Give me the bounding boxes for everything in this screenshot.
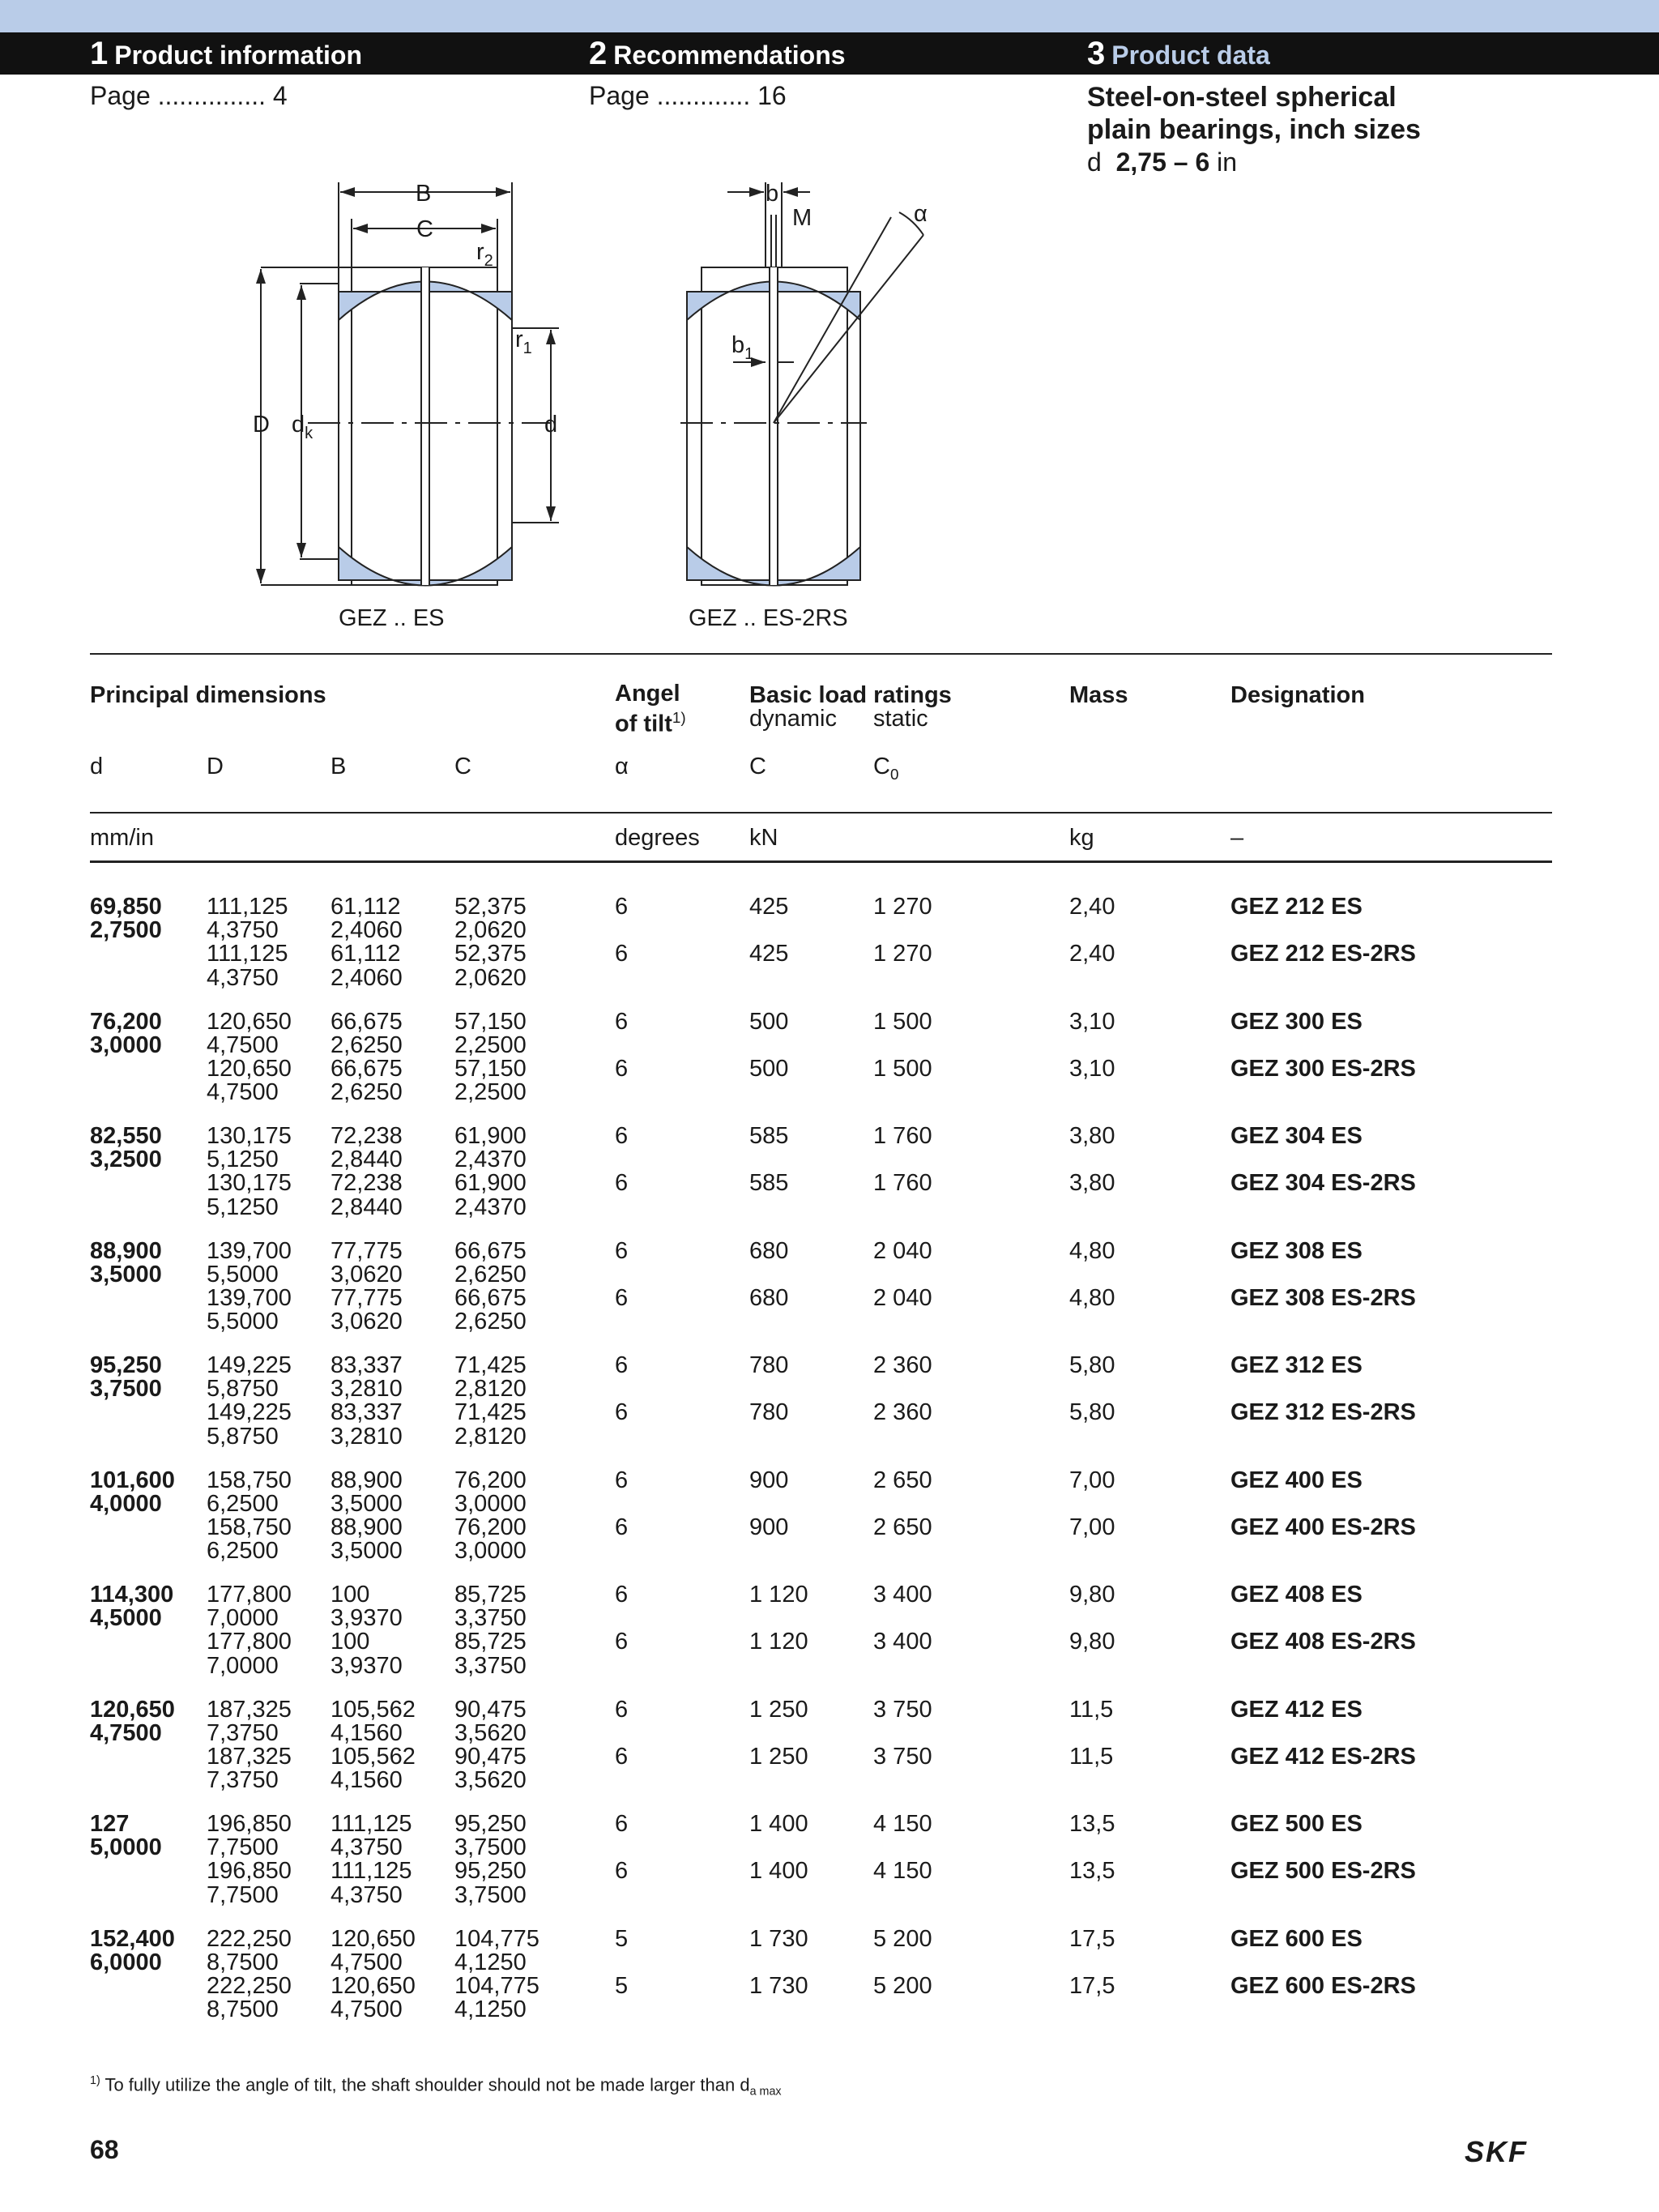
- outer-ring-width-mm: 104,775: [454, 1972, 539, 1999]
- mass: 9,80: [1069, 1582, 1115, 1608]
- dynamic-load-rating: 1 400: [749, 1811, 808, 1837]
- outside-diameter-in: 4,3750: [207, 964, 279, 991]
- bore-diameter-mm: 152,400: [90, 1925, 175, 1952]
- outside-diameter-mm: 187,325: [207, 1743, 292, 1770]
- symbol-C-dynamic: C: [749, 754, 766, 779]
- outside-diameter-in: 7,7500: [207, 1834, 279, 1861]
- outer-ring-width-mm: 66,675: [454, 1284, 527, 1311]
- static-load-rating: 1 500: [873, 1055, 932, 1082]
- bore-diameter-mm: 69,850: [90, 894, 162, 920]
- static-load-rating: 1 500: [873, 1008, 932, 1035]
- outside-diameter-mm: 196,850: [207, 1811, 292, 1837]
- angle-of-tilt: 5: [615, 1925, 629, 1952]
- inner-ring-width-in: 2,4060: [331, 964, 403, 991]
- outer-ring-width-in: 3,3750: [454, 1605, 527, 1632]
- bore-diameter-in: 6,0000: [90, 1949, 162, 1975]
- angle-of-tilt: 6: [615, 1629, 629, 1655]
- outer-ring-width-mm: 95,250: [454, 1858, 527, 1885]
- outside-diameter-mm: 196,850: [207, 1858, 292, 1885]
- label-alpha: α: [914, 201, 928, 227]
- inner-ring-width-mm: 72,238: [331, 1123, 403, 1149]
- dynamic-load-rating: 425: [749, 894, 789, 920]
- outer-ring-width-mm: 61,900: [454, 1123, 527, 1149]
- designation: GEZ 400 ES-2RS: [1230, 1514, 1416, 1540]
- inner-ring-width-in: 3,5000: [331, 1538, 403, 1565]
- mass: 5,80: [1069, 1399, 1115, 1426]
- designation: GEZ 400 ES: [1230, 1467, 1363, 1493]
- outer-ring-width-in: 2,4370: [454, 1147, 527, 1173]
- dynamic-load-rating: 1 250: [749, 1743, 808, 1770]
- product-title-line2: plain bearings, inch sizes: [1087, 114, 1421, 145]
- inner-ring-width-mm: 111,125: [331, 1858, 412, 1885]
- static-load-rating: 3 750: [873, 1743, 932, 1770]
- designation: GEZ 304 ES: [1230, 1123, 1363, 1149]
- bore-diameter-mm: 101,600: [90, 1467, 175, 1493]
- unit-angle: degrees: [615, 825, 700, 851]
- dynamic-load-rating: 1 400: [749, 1858, 808, 1885]
- outer-ring-width-mm: 52,375: [454, 941, 527, 967]
- outer-ring-width-in: 2,2500: [454, 1031, 527, 1058]
- outside-diameter-in: 5,1250: [207, 1194, 279, 1220]
- table-top-rule: [90, 653, 1552, 655]
- dynamic-load-rating: 780: [749, 1399, 789, 1426]
- mass: 3,80: [1069, 1123, 1115, 1149]
- designation: GEZ 600 ES: [1230, 1925, 1363, 1952]
- inner-ring-width-in: 2,8440: [331, 1147, 403, 1173]
- label-d: d: [544, 412, 558, 438]
- label-M: M: [792, 205, 812, 231]
- inner-ring-width-in: 4,7500: [331, 1949, 403, 1975]
- mass: 17,5: [1069, 1925, 1115, 1952]
- inner-ring-width-in: 3,0620: [331, 1261, 403, 1287]
- unit-designation: –: [1230, 825, 1244, 851]
- static-load-rating: 4 150: [873, 1858, 932, 1885]
- bore-diameter-mm: 127: [90, 1811, 130, 1837]
- inner-ring-width-mm: 72,238: [331, 1170, 403, 1197]
- outer-ring-width-mm: 71,425: [454, 1352, 527, 1378]
- outside-diameter-mm: 149,225: [207, 1399, 292, 1426]
- outer-ring-width-mm: 57,150: [454, 1008, 527, 1035]
- inner-ring-width-in: 2,6250: [331, 1031, 403, 1058]
- bore-diameter-mm: 76,200: [90, 1008, 162, 1035]
- inner-ring-width-in: 2,6250: [331, 1079, 403, 1106]
- outside-diameter-in: 6,2500: [207, 1538, 279, 1565]
- outside-diameter-mm: 111,125: [207, 894, 288, 920]
- nav-number: 3: [1087, 36, 1106, 71]
- bore-diameter-in: 3,0000: [90, 1031, 162, 1058]
- static-load-rating: 3 400: [873, 1629, 932, 1655]
- dynamic-load-rating: 585: [749, 1123, 789, 1149]
- header-angle-of-tilt: Angel of tilt$^{1)}$: [615, 681, 686, 737]
- angle-of-tilt: 6: [615, 1399, 629, 1426]
- nav-number: 1: [90, 36, 109, 71]
- outside-diameter-in: 5,8750: [207, 1423, 279, 1450]
- outside-diameter-mm: 139,700: [207, 1284, 292, 1311]
- outer-ring-width-in: 3,7500: [454, 1834, 527, 1861]
- outer-ring-width-in: 3,5620: [454, 1767, 527, 1794]
- bore-diameter-in: 3,7500: [90, 1376, 162, 1403]
- designation: GEZ 300 ES: [1230, 1008, 1363, 1035]
- mass: 13,5: [1069, 1858, 1115, 1885]
- static-load-rating: 1 760: [873, 1123, 932, 1149]
- static-load-rating: 5 200: [873, 1972, 932, 1999]
- outer-ring-width-mm: 61,900: [454, 1170, 527, 1197]
- header-designation: Designation: [1230, 682, 1365, 708]
- inner-ring-width-mm: 120,650: [331, 1972, 416, 1999]
- outside-diameter-in: 5,5000: [207, 1309, 279, 1335]
- outer-ring-width-mm: 85,725: [454, 1629, 527, 1655]
- outer-ring-width-in: 4,1250: [454, 1996, 527, 2023]
- bearing-drawings: [0, 162, 1659, 640]
- designation: GEZ 500 ES-2RS: [1230, 1858, 1416, 1885]
- dynamic-load-rating: 1 730: [749, 1925, 808, 1952]
- bore-diameter-in: 4,0000: [90, 1490, 162, 1517]
- label-B: B: [416, 181, 432, 207]
- outside-diameter-mm: 222,250: [207, 1925, 292, 1952]
- mass: 4,80: [1069, 1237, 1115, 1264]
- size-unit: in: [1217, 147, 1238, 177]
- outer-ring-width-mm: 85,725: [454, 1582, 527, 1608]
- outside-diameter-in: 8,7500: [207, 1949, 279, 1975]
- angle-of-tilt: 6: [615, 1514, 629, 1540]
- bore-diameter-in: 4,7500: [90, 1719, 162, 1746]
- static-load-rating: 2 040: [873, 1237, 932, 1264]
- header-principal-dimensions: Principal dimensions: [90, 682, 326, 708]
- mass: 2,40: [1069, 894, 1115, 920]
- size-range: 2,75 – 6: [1115, 147, 1210, 177]
- nav-number: 2: [589, 36, 608, 71]
- inner-ring-width-mm: 83,337: [331, 1399, 403, 1426]
- static-load-rating: 2 360: [873, 1352, 932, 1378]
- angle-of-tilt: 6: [615, 1123, 629, 1149]
- static-load-rating: 2 650: [873, 1514, 932, 1540]
- outside-diameter-mm: 158,750: [207, 1514, 292, 1540]
- caption-gez-es: GEZ .. ES: [339, 605, 445, 631]
- mass: 11,5: [1069, 1696, 1114, 1723]
- size-symbol: d: [1087, 147, 1102, 177]
- caption-gez-es-2rs: GEZ .. ES-2RS: [689, 605, 848, 631]
- mass: 3,10: [1069, 1008, 1115, 1035]
- mass: 9,80: [1069, 1629, 1115, 1655]
- angle-of-tilt: 6: [615, 941, 629, 967]
- outer-ring-width-mm: 90,475: [454, 1743, 527, 1770]
- unit-load: kN: [749, 825, 778, 851]
- bore-diameter-in: 4,5000: [90, 1605, 162, 1632]
- nav-label: Product information: [114, 41, 363, 70]
- inner-ring-width-mm: 100: [331, 1629, 370, 1655]
- angle-of-tilt: 6: [615, 1352, 629, 1378]
- outer-ring-width-in: 2,0620: [454, 917, 527, 944]
- outside-diameter-in: 4,3750: [207, 917, 279, 944]
- static-load-rating: 2 360: [873, 1399, 932, 1426]
- designation: GEZ 312 ES: [1230, 1352, 1363, 1378]
- dynamic-load-rating: 1 250: [749, 1696, 808, 1723]
- outer-ring-width-in: 2,6250: [454, 1261, 527, 1287]
- outside-diameter-mm: 158,750: [207, 1467, 292, 1493]
- label-b1: $b_1$: [731, 332, 754, 363]
- inner-ring-width-mm: 77,775: [331, 1284, 403, 1311]
- outer-ring-width-in: 3,5620: [454, 1719, 527, 1746]
- bore-diameter-mm: 88,900: [90, 1237, 162, 1264]
- outer-ring-width-mm: 52,375: [454, 894, 527, 920]
- symbol-C: C: [454, 754, 471, 779]
- footnote: $^{1)}$ To fully utilize the angle of tilt, the shaft shoulder should not be made larger than $d_{a max}$: [90, 2074, 782, 2099]
- inner-ring-width-in: 3,9370: [331, 1652, 403, 1679]
- dynamic-load-rating: 900: [749, 1514, 789, 1540]
- inner-ring-width-in: 4,3750: [331, 1881, 403, 1908]
- inner-ring-width-mm: 61,112: [331, 894, 401, 920]
- static-load-rating: 1 760: [873, 1170, 932, 1197]
- outside-diameter-mm: 222,250: [207, 1972, 292, 1999]
- angle-of-tilt: 6: [615, 1743, 629, 1770]
- outside-diameter-in: 5,1250: [207, 1147, 279, 1173]
- outer-ring-width-in: 2,8120: [454, 1423, 527, 1450]
- outer-ring-width-mm: 76,200: [454, 1467, 527, 1493]
- bore-diameter-in: 3,2500: [90, 1147, 162, 1173]
- angle-of-tilt: 6: [615, 894, 629, 920]
- angle-of-tilt: 6: [615, 1582, 629, 1608]
- angle-of-tilt: 6: [615, 1858, 629, 1885]
- label-C: C: [416, 216, 433, 242]
- skf-logo: SKF: [1465, 2135, 1528, 2168]
- outside-diameter-in: 7,7500: [207, 1881, 279, 1908]
- designation: GEZ 408 ES: [1230, 1582, 1363, 1608]
- inner-ring-width-in: 4,1560: [331, 1719, 403, 1746]
- page-number: 68: [90, 2135, 119, 2164]
- inner-ring-width-in: 2,4060: [331, 917, 403, 944]
- inner-ring-width-in: 3,9370: [331, 1605, 403, 1632]
- outer-ring-width-mm: 104,775: [454, 1925, 539, 1952]
- mass: 7,00: [1069, 1514, 1115, 1540]
- dynamic-load-rating: 1 120: [749, 1582, 808, 1608]
- inner-ring-width-mm: 66,675: [331, 1055, 403, 1082]
- outer-ring-width-in: 2,8120: [454, 1376, 527, 1403]
- outside-diameter-mm: 130,175: [207, 1170, 292, 1197]
- angle-of-tilt: 6: [615, 1284, 629, 1311]
- inner-ring-width-mm: 83,337: [331, 1352, 403, 1378]
- designation: GEZ 212 ES-2RS: [1230, 941, 1416, 967]
- outside-diameter-mm: 149,225: [207, 1352, 292, 1378]
- inner-ring-width-mm: 88,900: [331, 1514, 403, 1540]
- designation: GEZ 412 ES-2RS: [1230, 1743, 1416, 1770]
- nav-label: Recommendations: [613, 41, 846, 70]
- bore-diameter-mm: 82,550: [90, 1123, 162, 1149]
- outer-ring-width-in: 4,1250: [454, 1949, 527, 1975]
- page-ref-product-information[interactable]: Page ............... 4: [90, 81, 288, 110]
- outer-ring-width-in: 3,0000: [454, 1538, 527, 1565]
- inner-ring-width-in: 2,8440: [331, 1194, 403, 1220]
- dynamic-load-rating: 585: [749, 1170, 789, 1197]
- outside-diameter-in: 5,8750: [207, 1376, 279, 1403]
- angle-of-tilt: 6: [615, 1008, 629, 1035]
- mass: 4,80: [1069, 1284, 1115, 1311]
- mass: 7,00: [1069, 1467, 1115, 1493]
- drawing-gez-es-2rs: [680, 182, 923, 586]
- nav-section-product-data[interactable]: [1087, 32, 1270, 75]
- product-title-line1: Steel-on-steel spherical: [1087, 82, 1397, 113]
- outer-ring-width-in: 3,0000: [454, 1490, 527, 1517]
- inner-ring-width-mm: 66,675: [331, 1008, 403, 1035]
- outer-ring-width-in: 3,7500: [454, 1881, 527, 1908]
- bore-diameter-in: 2,7500: [90, 917, 162, 944]
- designation: GEZ 600 ES-2RS: [1230, 1972, 1416, 1999]
- designation: GEZ 308 ES-2RS: [1230, 1284, 1416, 1311]
- drawing-gez-es: [261, 182, 559, 586]
- dynamic-load-rating: 425: [749, 941, 789, 967]
- static-load-rating: 4 150: [873, 1811, 932, 1837]
- inner-ring-width-mm: 77,775: [331, 1237, 403, 1264]
- symbol-d: d: [90, 754, 104, 779]
- inner-ring-width-mm: 120,650: [331, 1925, 416, 1952]
- outside-diameter-mm: 177,800: [207, 1582, 292, 1608]
- designation: GEZ 212 ES: [1230, 894, 1363, 920]
- label-dk: $d_k$: [292, 412, 313, 442]
- page-ref-recommendations[interactable]: Page ............. 16: [589, 81, 787, 110]
- designation: GEZ 500 ES: [1230, 1811, 1363, 1837]
- dynamic-load-rating: 680: [749, 1237, 789, 1264]
- label-r1: $r_1$: [515, 327, 532, 357]
- outside-diameter-in: 5,5000: [207, 1261, 279, 1287]
- outside-diameter-in: 4,7500: [207, 1031, 279, 1058]
- mass: 2,40: [1069, 941, 1115, 967]
- outside-diameter-in: 6,2500: [207, 1490, 279, 1517]
- nav-section-product-information[interactable]: [90, 32, 362, 75]
- inner-ring-width-in: 3,0620: [331, 1309, 403, 1335]
- inner-ring-width-mm: 111,125: [331, 1811, 412, 1837]
- dynamic-load-rating: 1 120: [749, 1629, 808, 1655]
- static-load-rating: 2 040: [873, 1284, 932, 1311]
- outside-diameter-in: 7,3750: [207, 1767, 279, 1794]
- dynamic-load-rating: 780: [749, 1352, 789, 1378]
- outer-ring-width-mm: 90,475: [454, 1696, 527, 1723]
- angle-of-tilt: 6: [615, 1055, 629, 1082]
- outside-diameter-mm: 111,125: [207, 941, 288, 967]
- outside-diameter-mm: 139,700: [207, 1237, 292, 1264]
- inner-ring-width-in: 4,3750: [331, 1834, 403, 1861]
- inner-ring-width-mm: 61,112: [331, 941, 401, 967]
- outer-ring-width-mm: 71,425: [454, 1399, 527, 1426]
- inner-ring-width-mm: 105,562: [331, 1696, 416, 1723]
- inner-ring-width-mm: 88,900: [331, 1467, 403, 1493]
- header-dynamic: dynamic: [749, 706, 837, 732]
- static-load-rating: 3 750: [873, 1696, 932, 1723]
- nav-label: Product data: [1111, 41, 1270, 70]
- mass: 3,10: [1069, 1055, 1115, 1082]
- static-load-rating: 2 650: [873, 1467, 932, 1493]
- outer-ring-width-mm: 76,200: [454, 1514, 527, 1540]
- dynamic-load-rating: 680: [749, 1284, 789, 1311]
- mass: 13,5: [1069, 1811, 1115, 1837]
- top-color-band: [0, 0, 1659, 32]
- mass: 11,5: [1069, 1743, 1114, 1770]
- dynamic-load-rating: 500: [749, 1008, 789, 1035]
- outer-ring-width-in: 2,6250: [454, 1309, 527, 1335]
- angle-of-tilt: 6: [615, 1467, 629, 1493]
- static-load-rating: 1 270: [873, 894, 932, 920]
- symbol-alpha: α: [615, 754, 629, 779]
- angle-of-tilt: 5: [615, 1972, 629, 1999]
- unit-mass: kg: [1069, 825, 1094, 851]
- designation: GEZ 308 ES: [1230, 1237, 1363, 1264]
- outer-ring-width-in: 3,3750: [454, 1652, 527, 1679]
- outside-diameter-mm: 120,650: [207, 1055, 292, 1082]
- designation: GEZ 312 ES-2RS: [1230, 1399, 1416, 1426]
- angle-of-tilt: 6: [615, 1170, 629, 1197]
- mass: 3,80: [1069, 1170, 1115, 1197]
- bore-diameter-mm: 114,300: [90, 1582, 174, 1608]
- mass: 17,5: [1069, 1972, 1115, 1999]
- designation: GEZ 300 ES-2RS: [1230, 1055, 1416, 1082]
- inner-ring-width-in: 4,1560: [331, 1767, 403, 1794]
- bore-diameter-mm: 95,250: [90, 1352, 162, 1378]
- outside-diameter-mm: 177,800: [207, 1629, 292, 1655]
- outside-diameter-mm: 187,325: [207, 1696, 292, 1723]
- outer-ring-width-in: 2,4370: [454, 1194, 527, 1220]
- outside-diameter-in: 4,7500: [207, 1079, 279, 1106]
- designation: GEZ 408 ES-2RS: [1230, 1629, 1416, 1655]
- outer-ring-width-in: 2,2500: [454, 1079, 527, 1106]
- inner-ring-width-mm: 105,562: [331, 1743, 416, 1770]
- outside-diameter-in: 8,7500: [207, 1996, 279, 2023]
- outer-ring-width-mm: 66,675: [454, 1237, 527, 1264]
- outside-diameter-mm: 130,175: [207, 1123, 292, 1149]
- outside-diameter-in: 7,0000: [207, 1605, 279, 1632]
- header-static: static: [873, 706, 928, 732]
- outside-diameter-in: 7,3750: [207, 1719, 279, 1746]
- mass: 5,80: [1069, 1352, 1115, 1378]
- inner-ring-width-in: 4,7500: [331, 1996, 403, 2023]
- designation: GEZ 304 ES-2RS: [1230, 1170, 1416, 1197]
- outside-diameter-in: 7,0000: [207, 1652, 279, 1679]
- outside-diameter-mm: 120,650: [207, 1008, 292, 1035]
- angle-of-tilt: 6: [615, 1811, 629, 1837]
- outer-ring-width-mm: 57,150: [454, 1055, 527, 1082]
- dynamic-load-rating: 900: [749, 1467, 789, 1493]
- dynamic-load-rating: 1 730: [749, 1972, 808, 1999]
- inner-ring-width-in: 3,5000: [331, 1490, 403, 1517]
- header-basic-load-ratings: Basic load ratings: [749, 682, 952, 708]
- outer-ring-width-in: 2,0620: [454, 964, 527, 991]
- symbol-D: D: [207, 754, 224, 779]
- unit-dimensions: mm/in: [90, 825, 154, 851]
- nav-section-recommendations[interactable]: [589, 32, 846, 75]
- static-load-rating: 5 200: [873, 1925, 932, 1952]
- inner-ring-width-in: 3,2810: [331, 1423, 403, 1450]
- symbol-C0: $C_0$: [873, 754, 899, 783]
- dynamic-load-rating: 500: [749, 1055, 789, 1082]
- product-title: [1087, 81, 1421, 146]
- bore-diameter-in: 5,0000: [90, 1834, 162, 1861]
- bore-diameter-in: 3,5000: [90, 1261, 162, 1287]
- units-top-rule: [90, 812, 1552, 813]
- label-r2: $r_2$: [476, 239, 493, 270]
- inner-ring-width-mm: 100: [331, 1582, 370, 1608]
- header-mass: Mass: [1069, 682, 1128, 708]
- designation: GEZ 412 ES: [1230, 1696, 1363, 1723]
- symbol-B: B: [331, 754, 347, 779]
- bore-diameter-mm: 120,650: [90, 1696, 175, 1723]
- static-load-rating: 1 270: [873, 941, 932, 967]
- inner-ring-width-in: 3,2810: [331, 1376, 403, 1403]
- label-D: D: [253, 412, 270, 438]
- outer-ring-width-mm: 95,250: [454, 1811, 527, 1837]
- units-bottom-rule: [90, 860, 1552, 863]
- label-b: b: [766, 181, 779, 207]
- static-load-rating: 3 400: [873, 1582, 932, 1608]
- angle-of-tilt: 6: [615, 1696, 629, 1723]
- angle-of-tilt: 6: [615, 1237, 629, 1264]
